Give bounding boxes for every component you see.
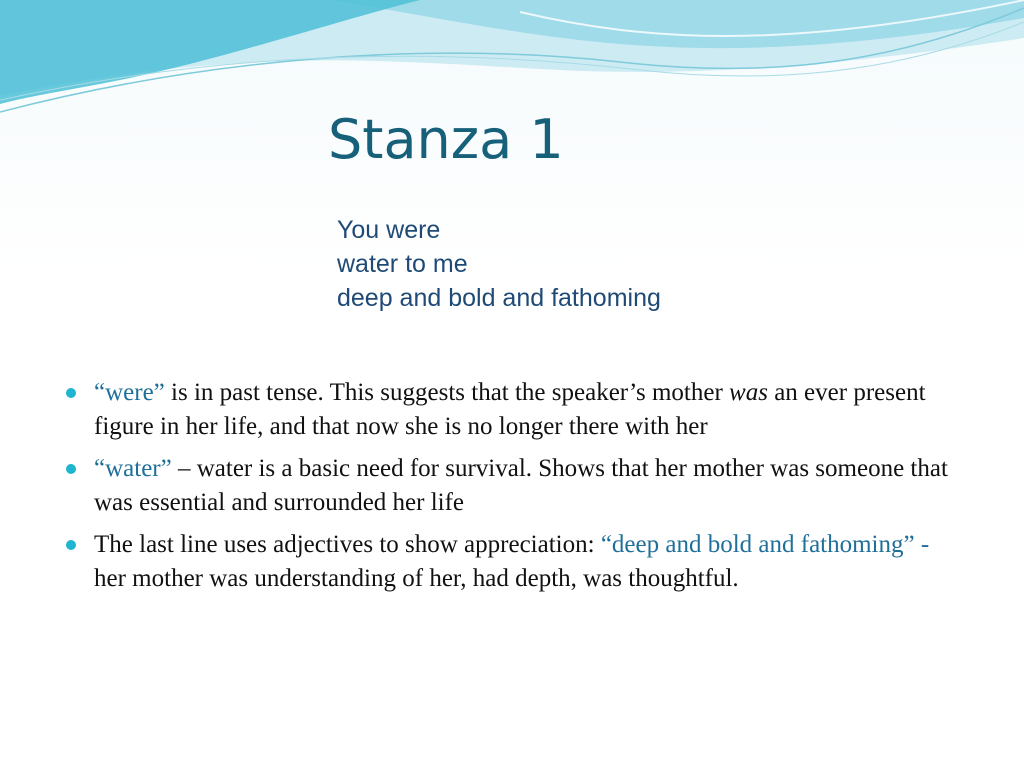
- bullet-dot-icon: [66, 388, 76, 398]
- keyword: “were”: [94, 379, 165, 406]
- bullet-text: her mother was understanding of her, had depth, was thoughtful.: [94, 565, 739, 592]
- bullet-text: – water is a basic need for survival. Shows that her mother was someone that was essential and surrounded her life: [94, 455, 948, 516]
- quote-block: [337, 213, 661, 315]
- bullet-dot-icon: [66, 540, 76, 550]
- bullet-item: [62, 528, 962, 596]
- bullet-text: is in past tense. This suggests that the speaker’s mother: [164, 379, 730, 406]
- keyword: “water”: [94, 455, 172, 482]
- bullet-list: [62, 376, 962, 604]
- bullet-text: The last line uses adjectives to show appreciation:: [94, 531, 601, 558]
- bullet-item: [62, 452, 962, 520]
- emphasis: was: [729, 379, 768, 406]
- bullet-item: [62, 376, 962, 444]
- quote-line: water to me: [337, 250, 468, 278]
- slide-title: Stanza 1: [328, 108, 564, 171]
- bullet-text: an ever present figure in her life, and that now she is no longer there with her: [94, 379, 926, 440]
- quote-line: You were: [337, 216, 441, 244]
- quote-line: deep and bold and fathoming: [337, 284, 661, 312]
- keyword: “deep and bold and fathoming” -: [600, 531, 930, 558]
- bullet-dot-icon: [66, 464, 76, 474]
